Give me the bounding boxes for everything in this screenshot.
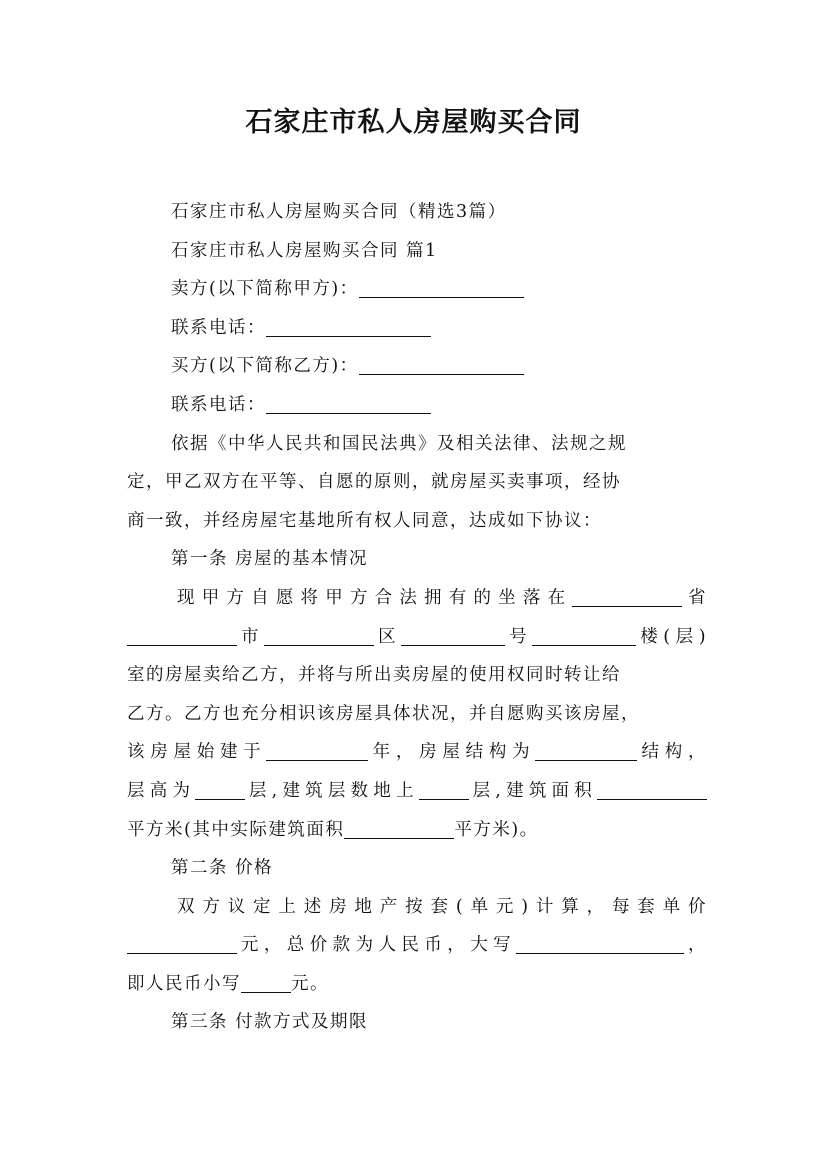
buyer-label: 买方(以下简称乙方)： xyxy=(171,356,359,377)
intro-line-3: 商一致，并经房屋宅基地所有权人同意，达成如下协议： xyxy=(127,510,602,531)
a1-building-label: 楼(层) xyxy=(636,626,708,647)
seller-label: 卖方(以下简称甲方)： xyxy=(171,279,359,300)
total-uppercase-blank xyxy=(516,931,684,954)
article-1-line-7 xyxy=(127,811,707,850)
a1-area-label: 层,建筑面积 xyxy=(468,780,598,801)
building-blank xyxy=(532,623,636,646)
a1-floors-above-label: 层,建筑层数地上 xyxy=(245,780,419,801)
document-body xyxy=(127,193,707,1042)
a1-floor-height-label: 层高为 xyxy=(127,780,196,801)
seller-phone-line xyxy=(127,309,707,348)
seller-line xyxy=(127,270,707,309)
article-3-title: 第三条 付款方式及期限 xyxy=(171,1012,369,1033)
article-1-title: 第一条 房屋的基本情况 xyxy=(171,549,369,570)
city-blank xyxy=(127,623,237,646)
a2-comma: ， xyxy=(684,935,708,956)
article-1-line-5 xyxy=(127,733,707,772)
article-1-line-6 xyxy=(127,772,707,811)
a1-structure-end: 结构， xyxy=(637,742,708,763)
actual-area-blank xyxy=(344,816,454,839)
intro-line-1: 依据《中华人民共和国民法典》及相关法律、法规之规 xyxy=(171,433,627,454)
buyer-name-blank xyxy=(359,352,524,375)
district-blank xyxy=(264,623,374,646)
area-blank xyxy=(597,777,707,800)
article-2-line-1: 双方议定上述房地产按套(单元)计算，每套单价 xyxy=(177,896,707,917)
document-title: 石家庄市私人房屋购买合同 xyxy=(245,107,582,138)
seller-phone-blank xyxy=(266,314,431,337)
buyer-phone-label: 联系电话： xyxy=(171,394,266,415)
seller-phone-label: 联系电话： xyxy=(171,317,266,338)
built-year-blank xyxy=(266,738,368,761)
a1-city-label: 市 xyxy=(237,626,265,647)
buyer-line xyxy=(127,347,707,386)
a1-sqm-end: 平方米)。 xyxy=(454,819,539,840)
structure-blank xyxy=(535,738,637,761)
a1-sqm-label: 平方米(其中实际建筑面积 xyxy=(127,819,345,840)
article-2-line-2 xyxy=(127,926,707,965)
a1-province-label: 省 xyxy=(682,587,708,608)
article-1-line-4: 乙方。乙方也充分相识该房屋具体状况，并自愿购买该房屋， xyxy=(127,703,640,724)
a1-district-label: 区 xyxy=(374,626,402,647)
floor-height-blank xyxy=(195,777,245,800)
article-1-line-3: 室的房屋卖给乙方，并将与所出卖房屋的使用权同时转让给 xyxy=(127,665,621,686)
article-2-line-3 xyxy=(127,965,707,1004)
a2-total-label: 元，总价款为人民币，大写 xyxy=(237,935,517,956)
unit-price-blank xyxy=(127,931,237,954)
a1-number-label: 号 xyxy=(505,626,533,647)
floors-above-blank xyxy=(419,777,469,800)
intro-line-2: 定，甲乙双方在平等、自愿的原则，就房屋买卖事项，经协 xyxy=(127,472,621,493)
province-blank xyxy=(572,584,682,607)
seller-name-blank xyxy=(359,275,524,298)
a1-location-text: 现甲方自愿将甲方合法拥有的坐落在 xyxy=(177,587,573,608)
a1-structure-label: 年，房屋结构为 xyxy=(368,742,536,763)
a1-built-year-label: 该房屋始建于 xyxy=(127,742,267,763)
a2-yuan: 元。 xyxy=(291,973,329,994)
buyer-phone-line xyxy=(127,386,707,425)
a2-lowercase-label: 即人民币小写 xyxy=(127,973,241,994)
number-blank xyxy=(401,623,505,646)
buyer-phone-blank xyxy=(266,391,431,414)
subtitle: 石家庄市私人房屋购买合同（精选3篇） xyxy=(171,202,507,222)
article-1-line-1 xyxy=(127,579,707,618)
article-2-title: 第二条 价格 xyxy=(171,858,274,879)
article-1-line-2 xyxy=(127,618,707,657)
total-lowercase-blank xyxy=(241,970,291,993)
section-heading: 石家庄市私人房屋购买合同 篇1 xyxy=(171,240,438,261)
